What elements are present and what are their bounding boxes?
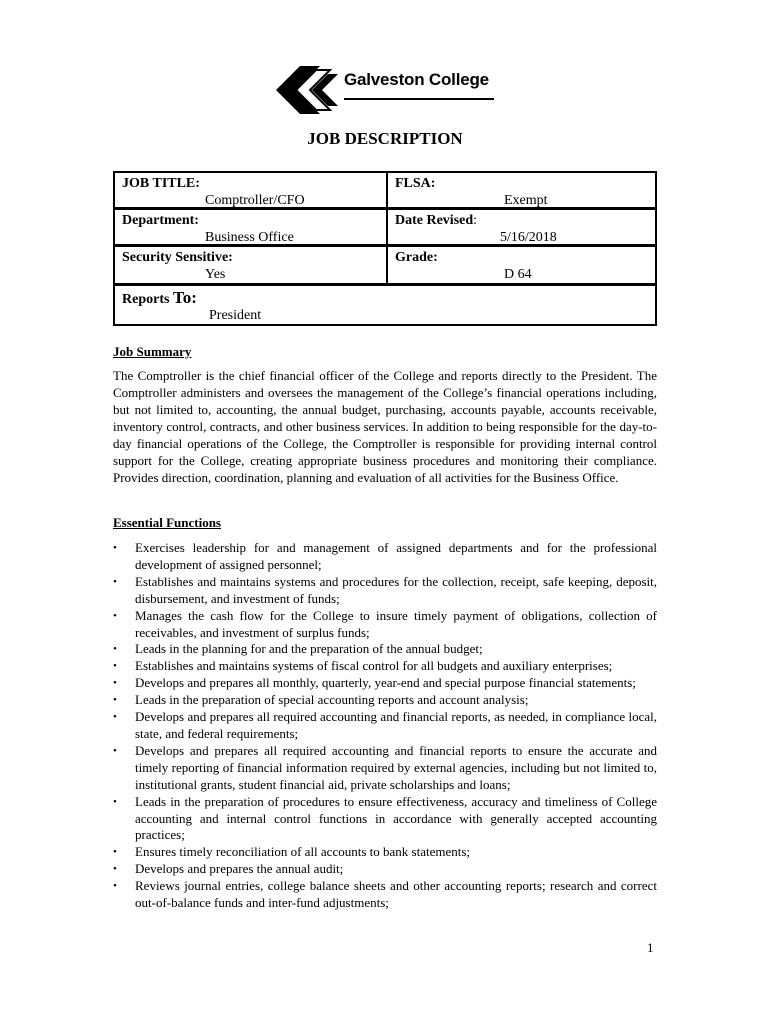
list-item-text: Exercises leadership for and management of assigned departments and for the professional development of assigned personnel;	[135, 540, 657, 572]
job-title-label: JOB TITLE:	[122, 176, 200, 191]
list-item	[113, 608, 657, 642]
list-item-text: Establishes and maintains systems and procedures for the collection, receipt, safe keeping, deposit, disbursement, and investment of funds;	[135, 573, 657, 606]
reports-label-part-a: Reports	[122, 292, 173, 307]
job-summary-heading: Job Summary	[113, 344, 192, 359]
list-item	[113, 709, 657, 743]
department-cell	[113, 208, 388, 246]
bullet-icon: •	[113, 575, 117, 588]
job-title-cell	[113, 171, 388, 209]
date-revised-label: Date Revised	[395, 213, 474, 228]
college-logo	[274, 66, 504, 114]
essential-functions-heading: Essential Functions	[113, 515, 221, 530]
list-item	[113, 844, 657, 861]
list-item-text: Manages the cash flow for the College to insure timely payment of obligations, collection of receivables, and investment of surplus funds;	[135, 607, 657, 640]
bullet-icon: •	[113, 609, 117, 622]
list-item	[113, 658, 657, 675]
list-item	[113, 861, 657, 878]
job-summary-text: The Comptroller is the chief financial officer of the College and reports directly to the President. The Comptroller administers and oversees the management of the College’s financial operations including, but not limited to, accounting, the annual budget, purchasing, accounts payable, accounts receivable, inventory control, contracts, and other business services. In addition to being responsible for the day-to-day financial operations of the College, the Comptroller is responsible for providing internal control support for the College, creating appropriate business procedures and monitoring their compliance. Provides direction, coordination, planning and evaluation of all activities for the Business Office.	[113, 368, 657, 485]
security-value: Yes	[205, 267, 226, 282]
logo-text: Galveston College	[344, 70, 489, 89]
date-revised-value: 5/16/2018	[500, 230, 557, 245]
list-item	[113, 641, 657, 658]
flsa-value: Exempt	[504, 193, 548, 208]
bullet-icon: •	[113, 677, 117, 690]
logo-underline	[344, 98, 494, 100]
department-label: Department:	[122, 213, 199, 228]
list-item	[113, 878, 657, 912]
chevron-logo-icon	[274, 66, 344, 114]
security-cell	[113, 245, 388, 285]
grade-value: D 64	[504, 267, 532, 282]
bullet-icon: •	[113, 863, 117, 876]
list-item	[113, 692, 657, 709]
list-item-text: Ensures timely reconciliation of all accounts to bank statements;	[135, 844, 471, 860]
bullet-icon: •	[113, 643, 117, 656]
bullet-icon: •	[113, 846, 117, 859]
date-revised-cell	[386, 208, 657, 246]
essential-functions-list	[113, 540, 657, 912]
bullet-icon: •	[113, 711, 117, 724]
security-label: Security Sensitive:	[122, 250, 233, 265]
list-item-text: Develops and prepares the annual audit;	[135, 861, 344, 877]
bullet-icon: •	[113, 880, 117, 893]
page-number: 1	[647, 940, 654, 955]
list-item-text: Leads in the preparation of procedures to ensure effectiveness, accuracy and timeliness of College accounting and internal control functions in accordance with generally accepted accounting practices;	[135, 793, 657, 843]
bullet-icon: •	[113, 744, 117, 757]
bullet-icon: •	[113, 542, 117, 554]
list-item-text: Leads in the preparation of special accounting reports and account analysis;	[135, 692, 529, 708]
reports-to-value: President	[209, 308, 262, 323]
reports-label-part-b: To:	[172, 288, 197, 307]
job-title-value: Comptroller/CFO	[205, 193, 305, 208]
list-item-text: Develops and prepares all required accounting and financial reports, as needed, in compliance local, state, and federal requirements;	[135, 709, 657, 741]
page-title: JOB DESCRIPTION	[307, 129, 463, 148]
grade-label: Grade:	[395, 250, 438, 265]
reports-to-label	[122, 289, 197, 309]
bullet-icon: •	[113, 694, 117, 707]
list-item	[113, 794, 657, 845]
grade-cell	[386, 245, 657, 285]
list-item	[113, 574, 657, 608]
flsa-label: FLSA:	[395, 176, 436, 191]
list-item-text: Leads in the planning for and the preparation of the annual budget;	[135, 641, 483, 657]
date-revised-colon: :	[473, 213, 478, 228]
bullet-icon: •	[113, 660, 117, 673]
list-item	[113, 540, 657, 574]
list-item-text: Develops and prepares all monthly, quarterly, year-end and special purpose financial statements;	[135, 675, 636, 691]
reports-to-cell	[113, 284, 657, 326]
department-value: Business Office	[205, 230, 294, 245]
bullet-icon: •	[113, 795, 117, 808]
list-item-text: Establishes and maintains systems of fiscal control for all budgets and auxiliary enterprises;	[135, 658, 613, 674]
flsa-cell	[386, 171, 657, 209]
list-item-text: Reviews journal entries, college balance sheets and other accounting reports; research and correct out-of-balance funds and inter-fund adjustments;	[135, 878, 657, 911]
list-item-text: Develops and prepares all required accounting and financial reports to ensure the accurate and timely reporting of financial information required by external agencies, including but not limited to, institutional grants, student financial aid, private scholarships and loans;	[135, 742, 657, 792]
list-item	[113, 675, 657, 692]
date-revised-label-wrap	[395, 212, 477, 230]
list-item	[113, 743, 657, 794]
